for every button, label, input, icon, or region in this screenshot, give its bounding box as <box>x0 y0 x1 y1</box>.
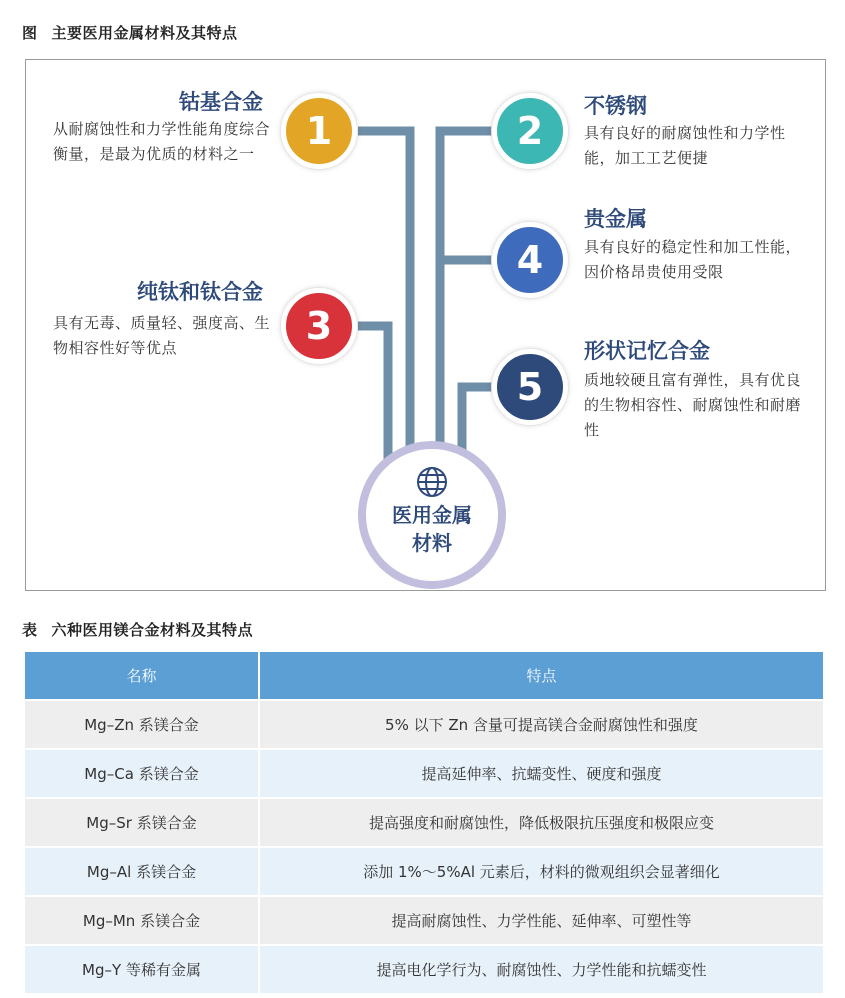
cell-name: Mg–Ca 系镁合金 <box>25 748 258 797</box>
number-badge-5: 5 <box>492 349 568 425</box>
item-desc-3: 具有无毒、质量轻、强度高、生物相容性好等优点 <box>53 314 271 357</box>
table-row <box>25 797 823 846</box>
number-badge-3: 3 <box>281 288 357 364</box>
item-title-3: 纯钛和钛合金 <box>137 280 263 304</box>
item-title-4: 贵金属 <box>584 207 647 231</box>
cell-feature: 提高耐腐蚀性、力学性能、延伸率、可塑性等 <box>258 895 823 944</box>
number-badge-1: 1 <box>281 93 357 169</box>
table-row <box>25 944 823 993</box>
table-row <box>25 846 823 895</box>
center-node <box>358 441 506 589</box>
table-header-row <box>25 652 823 699</box>
item-title-2: 不锈钢 <box>584 94 647 118</box>
cell-feature: 提高电化学行为、耐腐蚀性、力学性能和抗蠕变性 <box>258 944 823 993</box>
table-row <box>25 699 823 748</box>
number-badge-4: 4 <box>492 222 568 298</box>
cell-name: Mg–Zn 系镁合金 <box>25 699 258 748</box>
item-desc-1: 从耐腐蚀性和力学性能角度综合衡量，是最为优质的材料之一 <box>53 120 271 163</box>
figure-caption-text: 主要医用金属材料及其特点 <box>51 24 238 42</box>
header-feature: 特点 <box>258 652 823 699</box>
cell-name: Mg–Sr 系镁合金 <box>25 797 258 846</box>
cell-name: Mg–Mn 系镁合金 <box>25 895 258 944</box>
item-desc-4: 具有良好的稳定性和加工性能，因价格昂贵使用受限 <box>584 238 802 281</box>
alloy-table <box>25 652 823 993</box>
figure-caption-label: 图 <box>22 24 38 42</box>
figure-panel <box>25 59 826 591</box>
table-caption-label: 表 <box>22 621 38 639</box>
connector-3 <box>358 326 388 460</box>
cell-feature: 添加 1%～5%Al 元素后，材料的微观组织会显著细化 <box>258 846 823 895</box>
cell-name: Mg–Al 系镁合金 <box>25 846 258 895</box>
table-row <box>25 748 823 797</box>
item-desc-2: 具有良好的耐腐蚀性和力学性能，加工工艺便捷 <box>584 124 786 167</box>
cell-name: Mg–Y 等稀有金属 <box>25 944 258 993</box>
table-caption <box>22 619 253 640</box>
item-title-5: 形状记忆合金 <box>584 339 710 363</box>
connector-2 <box>440 131 494 460</box>
cell-feature: 提高延伸率、抗蠕变性、硬度和强度 <box>258 748 823 797</box>
header-name: 名称 <box>25 652 258 699</box>
item-title-1: 钴基合金 <box>179 90 263 114</box>
table-row <box>25 895 823 944</box>
cell-feature: 5% 以下 Zn 含量可提高镁合金耐腐蚀性和强度 <box>258 699 823 748</box>
globe-icon <box>415 465 449 499</box>
center-title: 医用金属 材料 <box>392 503 472 555</box>
table-caption-text: 六种医用镁合金材料及其特点 <box>51 621 254 639</box>
item-desc-5: 质地较硬且富有弹性，具有优良的生物相容性、耐腐蚀性和耐磨性 <box>584 371 802 439</box>
cell-feature: 提高强度和耐腐蚀性，降低极限抗压强度和极限应变 <box>258 797 823 846</box>
number-badge-2: 2 <box>492 93 568 169</box>
figure-caption <box>22 22 238 43</box>
